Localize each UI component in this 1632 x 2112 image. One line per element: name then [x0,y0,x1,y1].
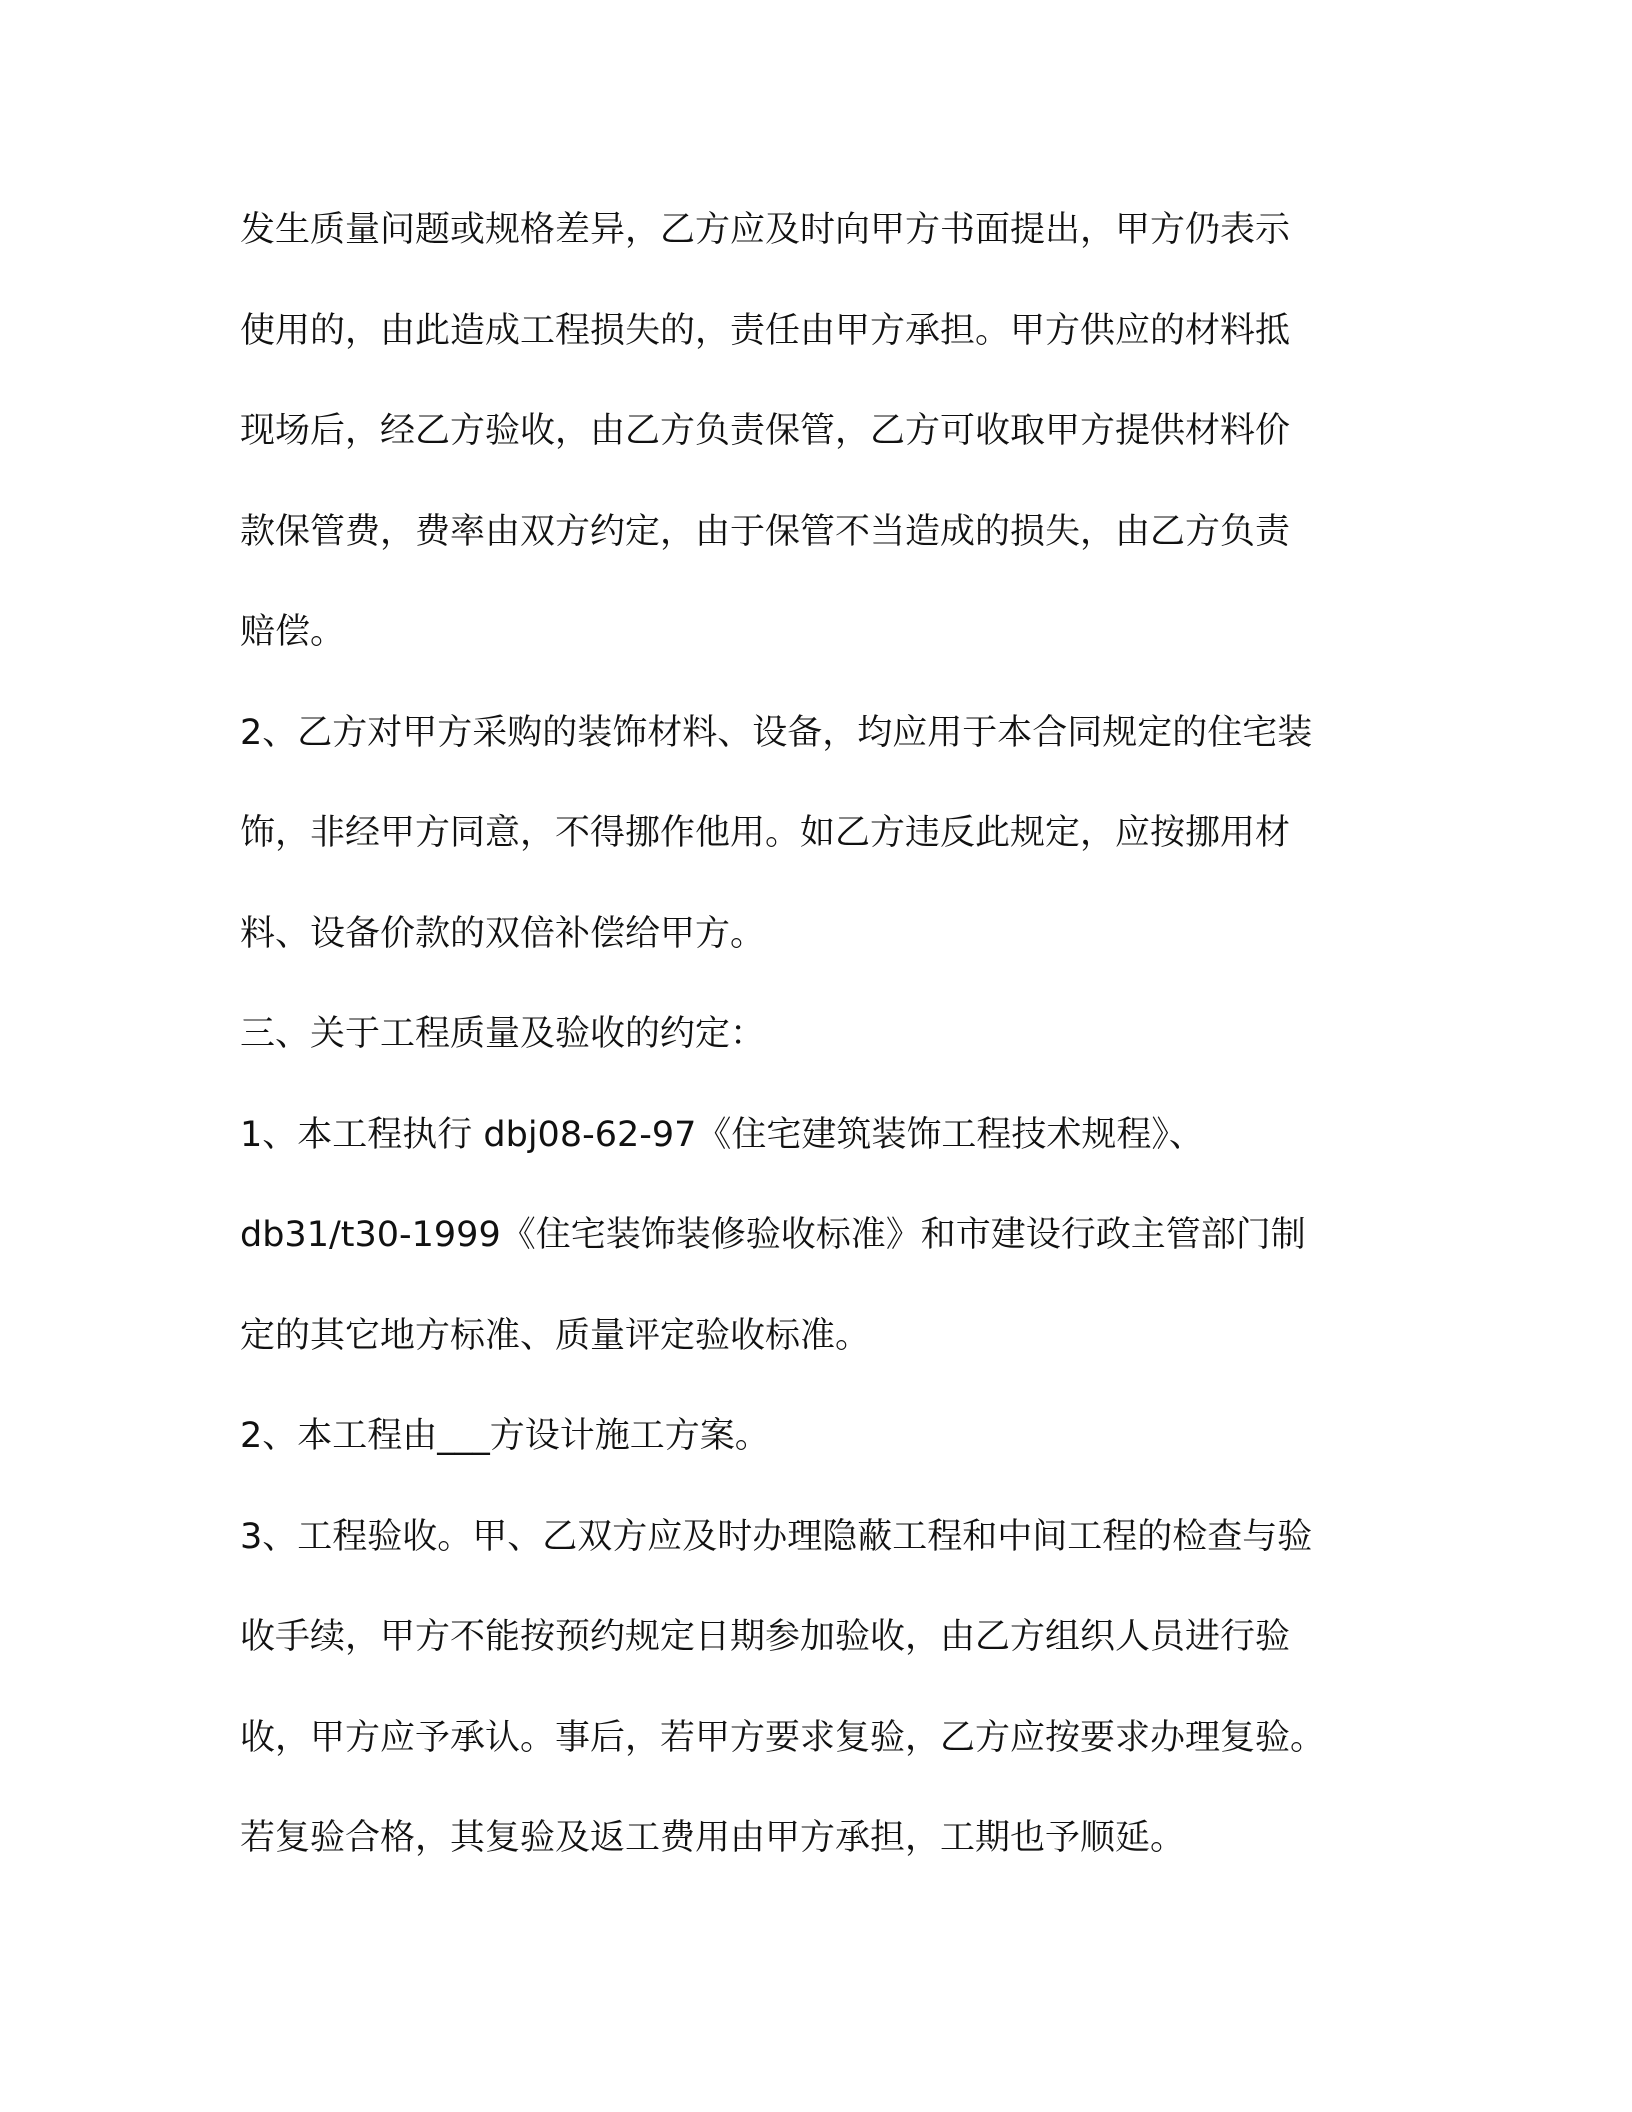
text-line: 若复验合格，其复验及返工费用由甲方承担，工期也予顺延。 [240,1818,1186,1858]
contract-text [240,180,1390,1889]
text-line: 2、本工程由___方设计施工方案。 [240,1416,770,1456]
text-line: 收手续，甲方不能按预约规定日期参加验收，由乙方组织人员进行验 [240,1617,1291,1657]
paragraph-clause-2-materials [240,683,1390,985]
text-line: 现场后，经乙方验收，由乙方负责保管，乙方可收取甲方提供材料价 [240,411,1291,451]
text-line: 定的其它地方标准、质量评定验收标准。 [240,1315,871,1356]
paragraph-clause-1-standards [240,1085,1390,1387]
text-line: 赔偿。 [240,612,346,652]
text-line: 3、工程验收。甲、乙双方应及时办理隐蔽工程和中间工程的检查与验 [240,1516,1313,1557]
paragraph-clause-2-design [240,1386,1390,1487]
text-line: 三、关于工程质量及验收的约定： [240,1014,766,1054]
text-line: 1、本工程执行 dbj08-62-97《住宅建筑装饰工程技术规程》、 [240,1114,1204,1155]
text-line: 料、设备价款的双倍补偿给甲方。 [240,913,766,954]
text-line: 使用的，由此造成工程损失的，责任由甲方承担。甲方供应的材料抵 [240,310,1291,351]
text-line: 发生质量问题或规格差异，乙方应及时向甲方书面提出，甲方仍表示 [240,210,1291,250]
text-line: 2、乙方对甲方采购的装饰材料、设备，均应用于本合同规定的住宅装 [240,712,1313,753]
paragraph-clause-3-acceptance [240,1487,1390,1889]
text-line: db31/t30-1999《住宅装饰装修验收标准》和市建设行政主管部门制 [240,1215,1306,1255]
text-line: 饰，非经甲方同意，不得挪作他用。如乙方违反此规定，应按挪用材 [240,813,1291,853]
section-heading-quality-acceptance [240,984,1390,1085]
text-line: 款保管费，费率由双方约定，由于保管不当造成的损失，由乙方负责 [240,511,1291,552]
text-line: 收，甲方应予承认。事后，若甲方要求复验，乙方应按要求办理复验。 [240,1717,1326,1758]
paragraph-material-custody [240,180,1390,683]
